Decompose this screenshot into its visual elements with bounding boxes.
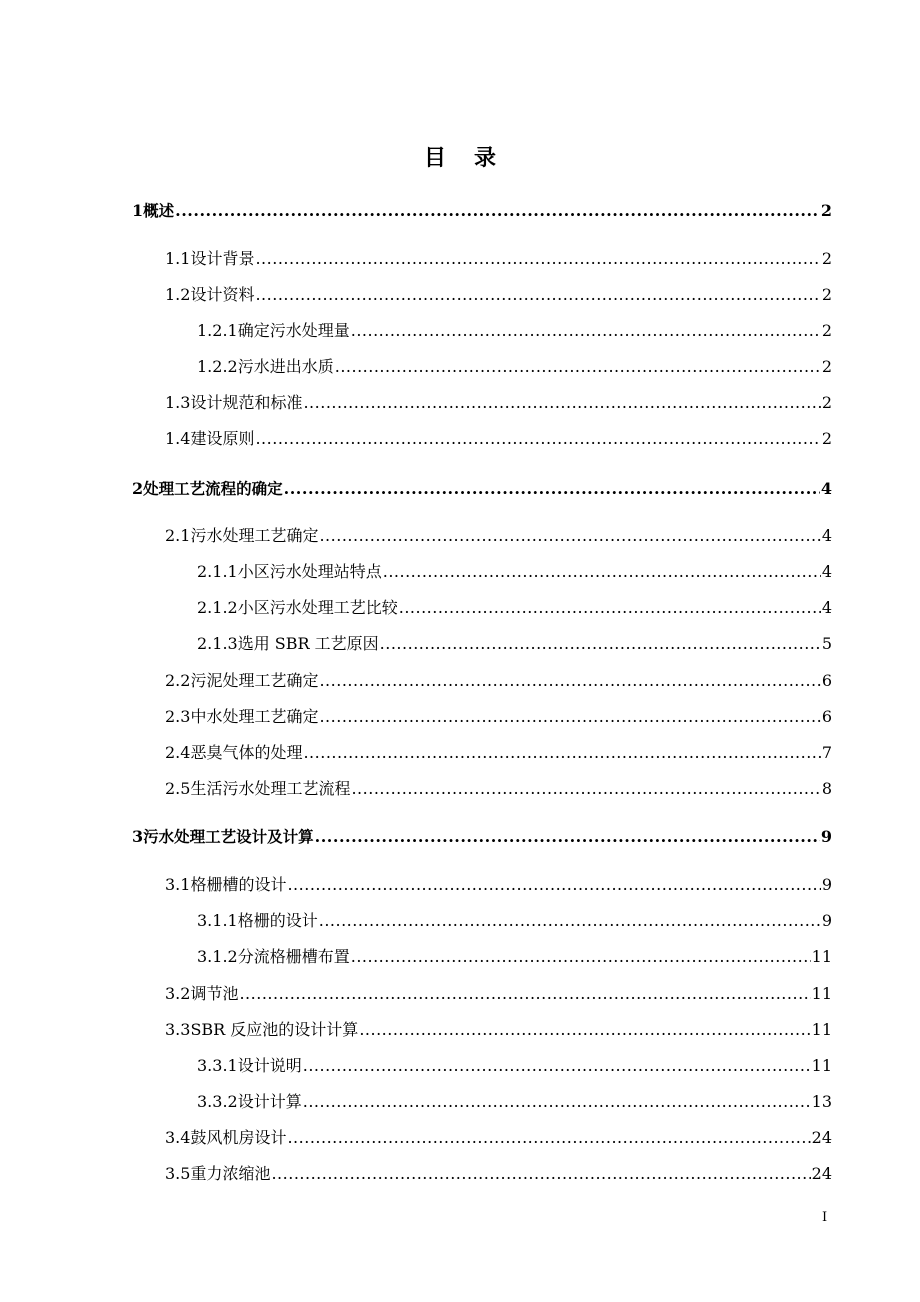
entry-number: 3.1 <box>165 875 191 894</box>
toc-title <box>0 141 920 172</box>
entry-number: 3.3.1 <box>197 1056 238 1075</box>
toc-entry[interactable] <box>132 478 832 500</box>
dot-leader <box>303 1055 811 1077</box>
dot-leader <box>319 706 820 728</box>
entry-page: 13 <box>811 1092 832 1111</box>
dot-leader <box>271 1163 810 1185</box>
entry-page: 11 <box>811 984 832 1003</box>
entry-number: 3.5 <box>165 1164 191 1183</box>
toc-entry[interactable] <box>197 356 832 378</box>
entry-title: 设计背景 <box>190 249 255 268</box>
entry-number: 2.5 <box>165 779 191 798</box>
dot-leader <box>359 1019 810 1041</box>
entry-number: 3.1.1 <box>197 911 238 930</box>
entry-number: 3.1.2 <box>197 947 238 966</box>
dot-leader <box>319 910 821 932</box>
toc-entry[interactable] <box>197 597 832 619</box>
dot-leader <box>319 525 820 547</box>
toc-entry[interactable] <box>197 1055 832 1077</box>
entry-page: 2 <box>821 393 832 412</box>
entry-page: 2 <box>821 249 832 268</box>
entry-page: 9 <box>821 911 832 930</box>
entry-number: 1.2.2 <box>197 357 238 376</box>
entry-page: 9 <box>820 827 832 846</box>
toc-entry[interactable] <box>197 1091 832 1113</box>
dot-leader <box>287 1127 810 1149</box>
toc-entry[interactable] <box>165 1019 832 1041</box>
dot-leader <box>399 597 821 619</box>
entry-number: 2.1.2 <box>197 598 238 617</box>
entry-page: 6 <box>821 707 832 726</box>
toc-title-right: 录 <box>474 146 497 171</box>
dot-leader <box>335 356 821 378</box>
entry-page: 2 <box>821 321 832 340</box>
entry-title: 分流格栅槽布置 <box>237 947 350 966</box>
toc-entry[interactable] <box>197 633 832 655</box>
toc-entry[interactable] <box>165 284 832 306</box>
entry-number: 2.2 <box>165 671 191 690</box>
dot-leader <box>380 633 821 655</box>
dot-leader <box>383 561 821 583</box>
entry-number: 3.3 <box>165 1020 191 1039</box>
entry-title: 小区污水处理站特点 <box>237 562 382 581</box>
toc-entry[interactable] <box>197 320 832 342</box>
entry-page: 8 <box>821 779 832 798</box>
toc-entry[interactable] <box>165 428 832 450</box>
entry-page: 2 <box>820 201 832 220</box>
entry-title: 处理工艺流程的确定 <box>143 480 283 498</box>
entry-page: 7 <box>821 743 832 762</box>
toc-entry[interactable] <box>132 200 832 222</box>
entry-number: 1 <box>132 201 144 220</box>
entry-page: 11 <box>811 947 832 966</box>
dot-leader <box>287 874 820 896</box>
entry-title: 污水进出水质 <box>237 357 334 376</box>
toc-entry[interactable] <box>165 742 832 764</box>
entry-page: 5 <box>821 634 832 653</box>
toc-entry[interactable] <box>165 525 832 547</box>
dot-leader <box>351 778 820 800</box>
dot-leader <box>351 946 811 968</box>
entry-number: 1.1 <box>165 249 191 268</box>
entry-page: 11 <box>811 1020 832 1039</box>
entry-page: 4 <box>821 562 832 581</box>
toc-entry[interactable] <box>165 670 832 692</box>
entry-title: 确定污水处理量 <box>237 321 350 340</box>
entry-number: 1.2 <box>165 285 191 304</box>
entry-number: 2 <box>132 479 144 498</box>
toc-entry[interactable] <box>165 1127 832 1149</box>
entry-title: 污泥处理工艺确定 <box>190 671 319 690</box>
entry-title: 建设原则 <box>190 429 255 448</box>
dot-leader <box>175 200 820 222</box>
entry-number: 2.1.3 <box>197 634 238 653</box>
entry-title: 污水处理工艺设计及计算 <box>143 828 314 846</box>
toc-title-left: 目 <box>423 146 446 171</box>
entry-title: 污水处理工艺确定 <box>190 526 319 545</box>
entry-title: 设计计算 <box>237 1092 302 1111</box>
entry-number: 3.2 <box>165 984 191 1003</box>
dot-leader <box>284 478 820 500</box>
entry-page: 24 <box>811 1164 832 1183</box>
entry-page: 4 <box>821 526 832 545</box>
entry-title: 中水处理工艺确定 <box>190 707 319 726</box>
toc-entry[interactable] <box>165 392 832 414</box>
entry-title: 设计说明 <box>237 1056 302 1075</box>
dot-leader <box>319 670 820 692</box>
entry-page: 6 <box>821 671 832 690</box>
entry-title: 生活污水处理工艺流程 <box>190 779 351 798</box>
entry-number: 2.1.1 <box>197 562 238 581</box>
dot-leader <box>303 392 820 414</box>
dot-leader <box>255 284 820 306</box>
toc-entry[interactable] <box>165 874 832 896</box>
entry-page: 2 <box>821 429 832 448</box>
dot-leader <box>255 428 820 450</box>
entry-title: 重力浓缩池 <box>190 1164 271 1183</box>
entry-title: 小区污水处理工艺比较 <box>237 598 398 617</box>
entry-title: 概述 <box>143 202 175 220</box>
toc-entry[interactable] <box>197 946 832 968</box>
entry-page: 24 <box>811 1128 832 1147</box>
entry-number: 2.4 <box>165 743 191 762</box>
entry-page: 4 <box>821 598 832 617</box>
entry-title: SBR 反应池的设计计算 <box>190 1020 359 1039</box>
entry-number: 1.3 <box>165 393 191 412</box>
toc-entry[interactable] <box>197 561 832 583</box>
entry-title: 设计规范和标准 <box>190 393 303 412</box>
dot-leader <box>351 320 821 342</box>
entry-page: 2 <box>821 357 832 376</box>
entry-number: 3 <box>132 827 144 846</box>
toc-entry[interactable] <box>165 248 832 270</box>
entry-number: 1.2.1 <box>197 321 238 340</box>
entry-number: 2.3 <box>165 707 191 726</box>
toc-entry[interactable] <box>197 910 832 932</box>
entry-page: 11 <box>811 1056 832 1075</box>
entry-page: 4 <box>820 479 832 498</box>
entry-number: 3.3.2 <box>197 1092 238 1111</box>
entry-page: 2 <box>821 285 832 304</box>
entry-number: 1.4 <box>165 429 191 448</box>
toc-entry[interactable] <box>132 826 832 848</box>
dot-leader <box>303 742 820 764</box>
entry-title: 格栅槽的设计 <box>190 875 287 894</box>
entry-title: 选用 SBR 工艺原因 <box>237 634 379 653</box>
entry-title: 格栅的设计 <box>237 911 318 930</box>
entry-title: 鼓风机房设计 <box>190 1128 287 1147</box>
entry-title: 恶臭气体的处理 <box>190 743 303 762</box>
toc-entry[interactable] <box>165 1163 832 1185</box>
toc-entry[interactable] <box>165 706 832 728</box>
dot-leader <box>239 983 810 1005</box>
dot-leader <box>315 826 820 848</box>
entry-title: 调节池 <box>190 984 239 1003</box>
entry-title: 设计资料 <box>190 285 255 304</box>
toc-entry[interactable] <box>165 778 832 800</box>
toc-entry[interactable] <box>165 983 832 1005</box>
entry-number: 3.4 <box>165 1128 191 1147</box>
dot-leader <box>303 1091 811 1113</box>
entry-page: 9 <box>821 875 832 894</box>
entry-number: 2.1 <box>165 526 191 545</box>
page-number: I <box>822 1210 828 1225</box>
dot-leader <box>255 248 820 270</box>
